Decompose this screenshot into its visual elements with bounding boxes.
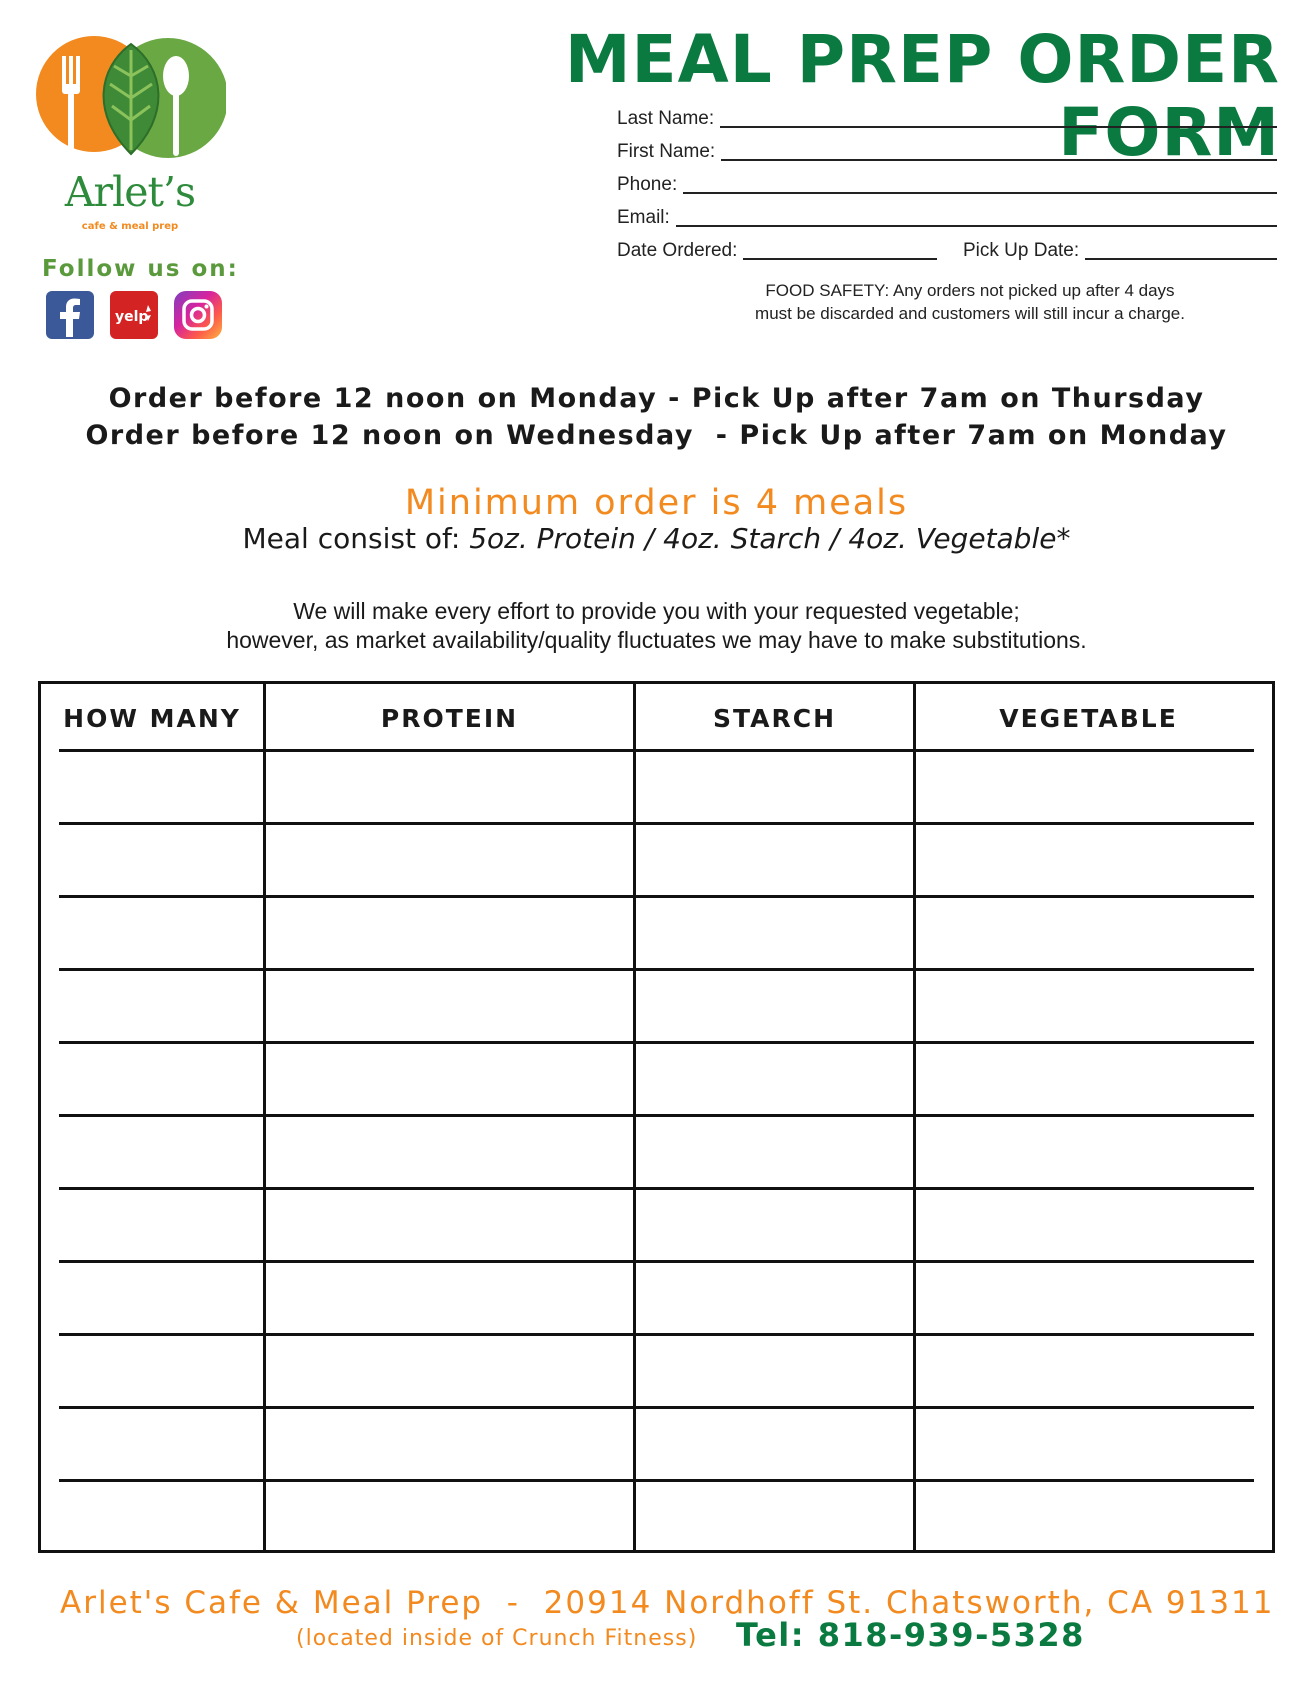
row-rule (59, 1041, 1254, 1044)
phone-input[interactable] (683, 174, 1277, 194)
column-divider (633, 684, 636, 1550)
order-table (38, 681, 1275, 1553)
email-field[interactable] (617, 207, 1277, 227)
meal-consist (60, 522, 1253, 555)
consist-prefix: Meal consist of: (242, 522, 461, 555)
yelp-icon[interactable] (110, 291, 158, 339)
row-rule (59, 1406, 1254, 1409)
row-rule (59, 1479, 1254, 1482)
header-how-many: HOW MANY (63, 704, 241, 733)
row-rule (59, 822, 1254, 825)
page-title: MEAL PREP ORDER FORM (564, 21, 1280, 171)
brand-tagline: cafe & meal prep (81, 221, 179, 232)
header-vegetable: VEGETABLE (999, 704, 1178, 733)
first-name-input[interactable] (721, 141, 1277, 161)
email-input[interactable] (676, 207, 1277, 227)
footer-address: Arlet's Cafe & Meal Prep - 20914 Nordhoff St. Chatsworth, CA 91311 (60, 1585, 1275, 1621)
instagram-icon[interactable] (174, 291, 222, 339)
facebook-icon[interactable] (46, 291, 94, 339)
pick-up-date-field[interactable] (963, 240, 1277, 260)
minimum-order: Minimum order is 4 meals (404, 483, 909, 523)
header-protein: PROTEIN (380, 704, 519, 733)
svg-text:yelp: yelp (115, 309, 149, 325)
footer-phone[interactable]: Tel: 818-939-5328 (736, 1616, 1085, 1654)
schedule-line-1: Order before 12 noon on Monday - Pick Up after 7am on Thursday (108, 383, 1205, 414)
column-divider (913, 684, 916, 1550)
date-ordered-label: Date Ordered: (617, 240, 738, 261)
row-rule (59, 968, 1254, 971)
last-name-input[interactable] (720, 108, 1277, 128)
vegetable-note-line-1: We will make every effort to provide you with your requested vegetable; (293, 598, 1020, 624)
pick-up-date-label: Pick Up Date: (963, 240, 1080, 261)
consist-detail: 5oz. Protein / 4oz. Starch / 4oz. Vegetable* (469, 522, 1071, 555)
food-safety-notice (700, 279, 1240, 325)
column-divider (263, 684, 266, 1550)
first-name-label: First Name: (617, 141, 716, 162)
date-ordered-field[interactable] (617, 240, 937, 260)
row-rule (59, 1333, 1254, 1336)
footer-location: (located inside of Crunch Fitness) (296, 1626, 698, 1651)
row-rule (59, 1114, 1254, 1117)
notice-line-1: FOOD SAFETY: Any orders not picked up after 4 days (765, 281, 1175, 300)
vegetable-note (60, 597, 1253, 655)
follow-label: Follow us on: (42, 256, 239, 282)
phone-label: Phone: (617, 174, 678, 195)
vegetable-note-line-2: however, as market availability/quality fluctuates we may have to make substitutions. (226, 627, 1087, 653)
schedule-line-2: Order before 12 noon on Wednesday - Pick Up after 7am on Monday (85, 420, 1228, 451)
first-name-field[interactable] (617, 141, 1277, 161)
row-rule (59, 1187, 1254, 1190)
brand-name: Arlet’s (64, 168, 196, 216)
header-rule (59, 749, 1254, 752)
date-ordered-input[interactable] (743, 240, 937, 260)
notice-line-2: must be discarded and customers will still incur a charge. (755, 304, 1185, 323)
email-label: Email: (617, 207, 670, 228)
phone-field[interactable] (617, 174, 1277, 194)
last-name-field[interactable] (617, 108, 1277, 128)
pick-up-date-input[interactable] (1085, 240, 1277, 260)
row-rule (59, 1260, 1254, 1263)
row-rule (59, 895, 1254, 898)
last-name-label: Last Name: (617, 108, 715, 129)
header-starch: STARCH (713, 704, 836, 733)
